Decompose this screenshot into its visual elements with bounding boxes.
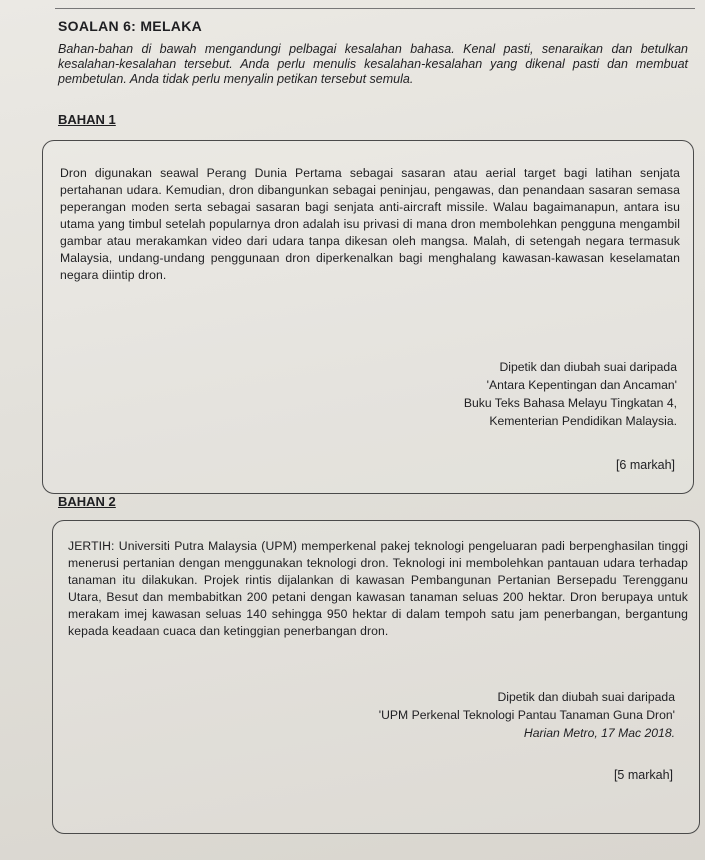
- bahan2-source-line1: Dipetik dan diubah suai daripada: [497, 690, 675, 704]
- bahan1-source-line1: Dipetik dan diubah suai daripada: [499, 360, 677, 374]
- instruction-text: Bahan-bahan di bawah mengandungi pelbagai kesalahan bahasa. Kenal pasti, senaraikan dan betulkan kesalahan-kesalahan tersebut. Anda perlu menulis kesalahan-kesalahan yang dikenal pasti dan membuat pembetulan. Anda tidak perlu menyalin petikan tersebut semula.: [58, 42, 688, 86]
- bahan1-source-line2: 'Antara Kepentingan dan Ancaman': [486, 378, 677, 392]
- top-rule: [55, 8, 695, 9]
- bahan1-heading: BAHAN 1: [58, 112, 116, 127]
- section-title: SOALAN 6: MELAKA: [58, 18, 203, 34]
- bahan2-heading: BAHAN 2: [58, 494, 116, 509]
- bahan1-passage: Dron digunakan seawal Perang Dunia Pertama sebagai sasaran atau aerial target bagi latihan senjata pertahanan udara. Kemudian, dron dibangunkan sebagai peninjau, pengawas, dan penandaan sasaran semasa peperangan moden serta sebagai sasaran bagi senjata anti-aircraft missile. Walau bagaimanapun, antara isu utama yang timbul setelah popularnya dron adalah isu privasi di mana dron membolehkan pengguna mengambil gambar atau merakamkan video dari udara tanpa dikesan oleh mangsa. Malah, di setengah negara termasuk Malaysia, undang-undang penggunaan dron diperkenalkan bagi menghalang kawasan-kawasan keselamatan negara diintip dron.: [60, 166, 680, 282]
- bahan2-source-line2: 'UPM Perkenal Teknologi Pantau Tanaman Guna Dron': [378, 708, 675, 722]
- bahan2-source: [379, 688, 675, 742]
- bahan2-passage: JERTIH: Universiti Putra Malaysia (UPM) memperkenal pakej teknologi pengeluaran padi berpenghasilan tinggi menerusi pertanian dengan menggunakan teknologi dron. Teknologi ini membolehkan pantauan udara terhadap tanaman itu dilakukan. Projek rintis dijalankan di kawasan Pembangunan Pertanian Bersepadu Terengganu Utara, Besut dan membabitkan 200 petani dengan kawasan tanaman seluas 200 hektar. Dron berupaya untuk merakam imej kawasan seluas 140 sehingga 950 hektar di dalam tempoh satu jam penerbangan, bergantung kepada keadaan cuaca dan ketinggian penerbangan dron.: [68, 539, 688, 638]
- bahan2-source-line3: Harian Metro, 17 Mac 2018.: [523, 726, 675, 740]
- bahan2-marks: [5 markah]: [613, 768, 673, 782]
- bahan1-marks: [6 markah]: [615, 458, 675, 472]
- bahan1-source-line3: Buku Teks Bahasa Melayu Tingkatan 4,: [463, 396, 677, 410]
- bahan1-source-line4: Kementerian Pendidikan Malaysia.: [489, 414, 677, 428]
- bahan1-source: [464, 358, 677, 430]
